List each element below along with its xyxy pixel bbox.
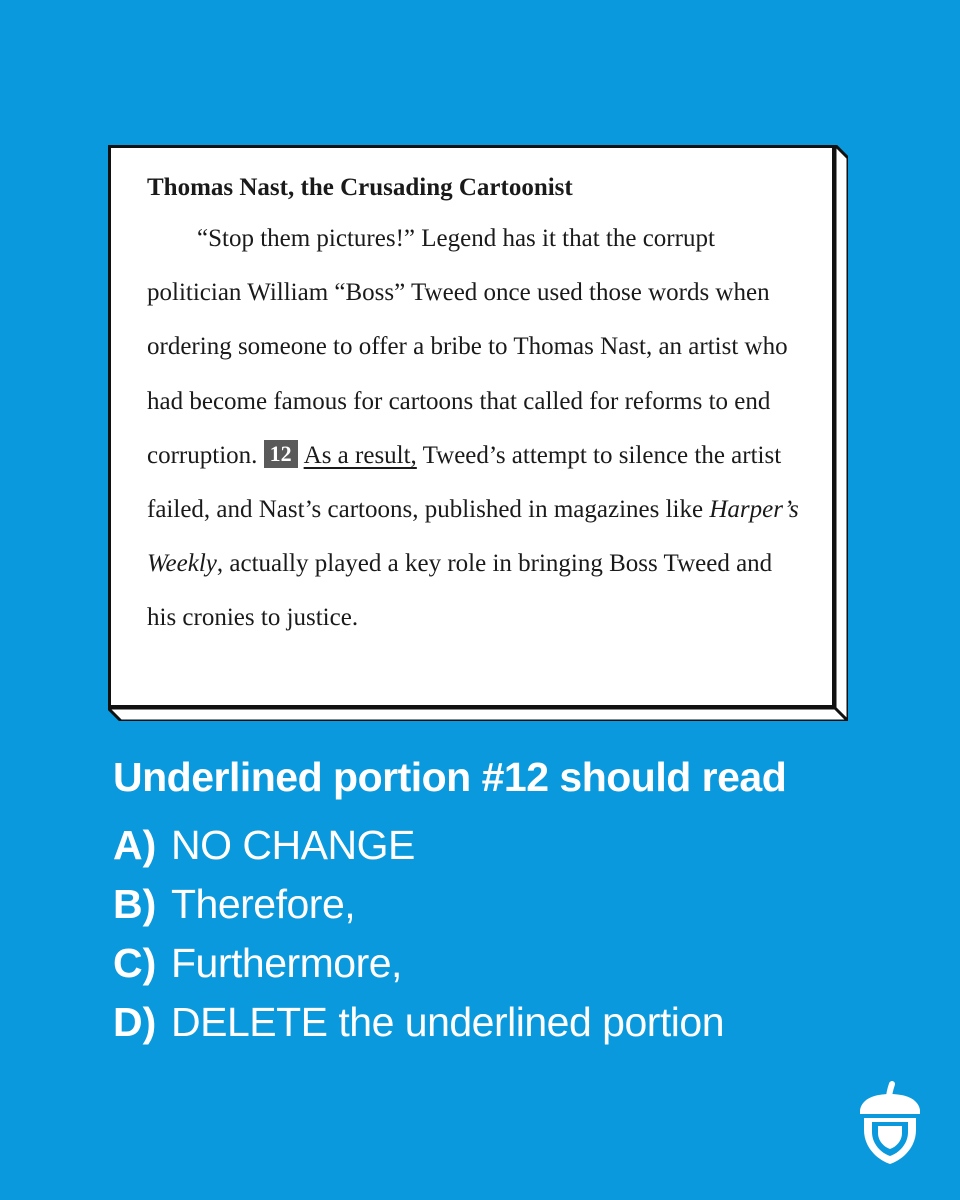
publication-title: Harper’s Weekly	[147, 496, 799, 578]
option-letter: B)	[113, 881, 157, 927]
answer-option-d[interactable]	[113, 993, 913, 1052]
passage-body	[147, 212, 802, 646]
option-letter: A)	[113, 822, 157, 868]
acorn-icon	[854, 1080, 926, 1168]
passage-text-before: “Stop them pictures!” Legend has it that the corrupt politician William “Boss” Tweed once used those words when ordering someone to offer a bribe to Thomas Nast, an artist who had become famous for cartoons that called for reforms to end corruption.	[147, 225, 788, 469]
underlined-portion: As a result,	[303, 441, 417, 469]
option-letter: C)	[113, 940, 157, 986]
option-text: Furthermore,	[171, 940, 402, 986]
option-text: Therefore,	[171, 881, 356, 927]
question-marker-12: 12	[264, 440, 298, 468]
option-letter: D)	[113, 999, 157, 1045]
question-block	[113, 752, 913, 1052]
passage-text-after-underline: Tweed’s attempt to silence the artist failed, and Nast’s cartoons, published in magazines like	[147, 441, 782, 524]
option-text: DELETE the underlined portion	[171, 999, 725, 1045]
answer-option-b[interactable]	[113, 875, 913, 934]
passage-text-end: , actually played a key role in bringing Boss Tweed and his cronies to justice.	[147, 550, 773, 632]
option-text: NO CHANGE	[171, 822, 415, 868]
answer-option-a[interactable]	[113, 816, 913, 875]
passage-card	[108, 145, 835, 708]
answer-option-c[interactable]	[113, 934, 913, 993]
passage-title: Thomas Nast, the Crusading Cartoonist	[147, 174, 573, 201]
question-prompt: Underlined portion #12 should read	[113, 754, 787, 800]
